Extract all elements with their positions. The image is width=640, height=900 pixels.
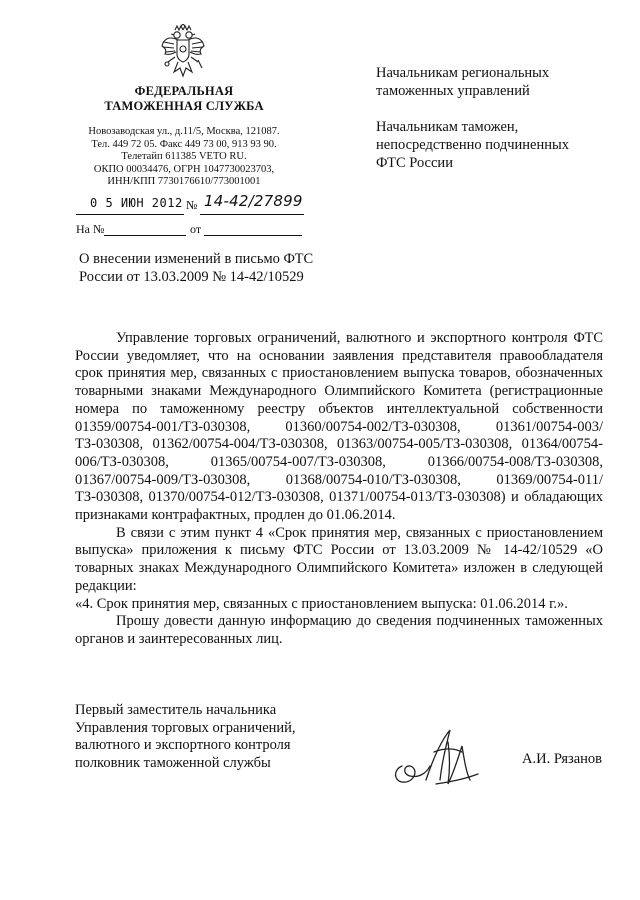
org-inn: ИНН/КПП 7730176610/773001001 (107, 176, 261, 188)
body-paragraph-4: Прошу довести данную информацию до сведения подчиненных таможенных органов и заинтересованных лиц. (75, 613, 603, 647)
number-label: № (186, 198, 198, 212)
org-address: Новозаводская ул., д.11/5, Москва, 121087. (88, 126, 280, 137)
date-underline (76, 214, 184, 215)
signatory-title-line: Управления торговых ограничений, (75, 719, 296, 736)
addressee-line: таможенных управлений (376, 83, 530, 99)
org-teletype: Телетайп 611385 VETO RU. (121, 151, 247, 163)
addressee-line: непосредственно подчиненных (376, 137, 569, 153)
signatory-title-line: Первый заместитель начальника (75, 702, 277, 718)
registration-line (76, 192, 326, 216)
signatory-title-line: полковник таможенной службы (75, 754, 271, 771)
addressee-customs (376, 118, 616, 172)
addressee-line: Начальникам региональных (376, 65, 550, 81)
subject-line1: О внесении изменений в письмо ФТС (79, 251, 314, 267)
body-paragraph-3: «4. Срок принятия мер, связанных с приостановлением выпуска: 01.06.2014 г.». (75, 595, 568, 612)
addressee-line: Начальникам таможен, (376, 119, 519, 135)
signatory-title (75, 702, 345, 772)
coat-of-arms-emblem (160, 24, 206, 80)
signatory-title-line: валютного и экспортного контроля (75, 737, 291, 754)
addressee-regional (376, 64, 616, 100)
addressee-line: ФТС России (376, 155, 453, 171)
handwritten-signature (388, 722, 488, 802)
org-name-line2: ТАМОЖЕННАЯ СЛУЖБА (104, 99, 264, 113)
org-okpo: ОКПО 00034476, ОГРН 1047730023703, (93, 163, 275, 175)
signatory-name: А.И. Рязанов (522, 751, 603, 767)
subject-line2: России от 13.03.2009 № 14-42/10529 (79, 269, 304, 285)
body-paragraph-1: Управление торговых ограничений, валютного и экспортного контроля ФТС России уведомляет, что на основании заявления представителя правообладателя срок принятия мер, связанных с приостановлением выпуска товаров, обозначенных товарными знаками Международного Олимпийского Комитета (регистрационные номера по таможенному реестру объектов интеллектуальной собственности 01359/00754-001/ТЗ-030308, 01360/00754-002/ТЗ-030308, 01361/00754-003/ТЗ-030308, 01362/00754-004/ТЗ-030308, 01363/00754-005/ТЗ-030308, 01364/00754-006/ТЗ-030308, 01365/00754-007/ТЗ-030308, 01366/00754-008/ТЗ-030308, 01367/00754-009/ТЗ-030308, 01368/00754-010/ТЗ-030308, 01369/00754-011/ТЗ-030308, 01370/00754-012/ТЗ-030308, 01371/00754-013/ТЗ-030308) и обладающих признаками контрафактных, продлен до 01.06.2014. (75, 330, 603, 524)
reference-line (76, 222, 326, 238)
letter-body (75, 330, 603, 649)
number-underline (200, 214, 304, 215)
organization-contacts (60, 126, 308, 189)
date-stamp: 0 5 ИЮН 2012 (90, 196, 183, 210)
body-paragraph-2: В связи с этим пункт 4 «Срок принятия мер, связанных с приостановлением выпуска» приложения к письму ФТС России от 13.03.2009 № 14-42/10529 «О товарных знаках Международного Олимпийского Комитета» изложен в следующей редакции: (75, 524, 603, 594)
letter-subject (79, 250, 339, 286)
reference-underline (104, 235, 186, 236)
from-underline (204, 235, 302, 236)
from-label: от (190, 222, 202, 236)
org-name-line1: ФЕДЕРАЛЬНАЯ (134, 84, 234, 98)
handwritten-number: 14-42/27899 (204, 192, 303, 210)
reference-label: На № (76, 222, 105, 236)
org-phone: Тел. 449 72 05. Факс 449 73 00, 913 93 90. (91, 138, 277, 150)
organization-name (60, 84, 308, 114)
